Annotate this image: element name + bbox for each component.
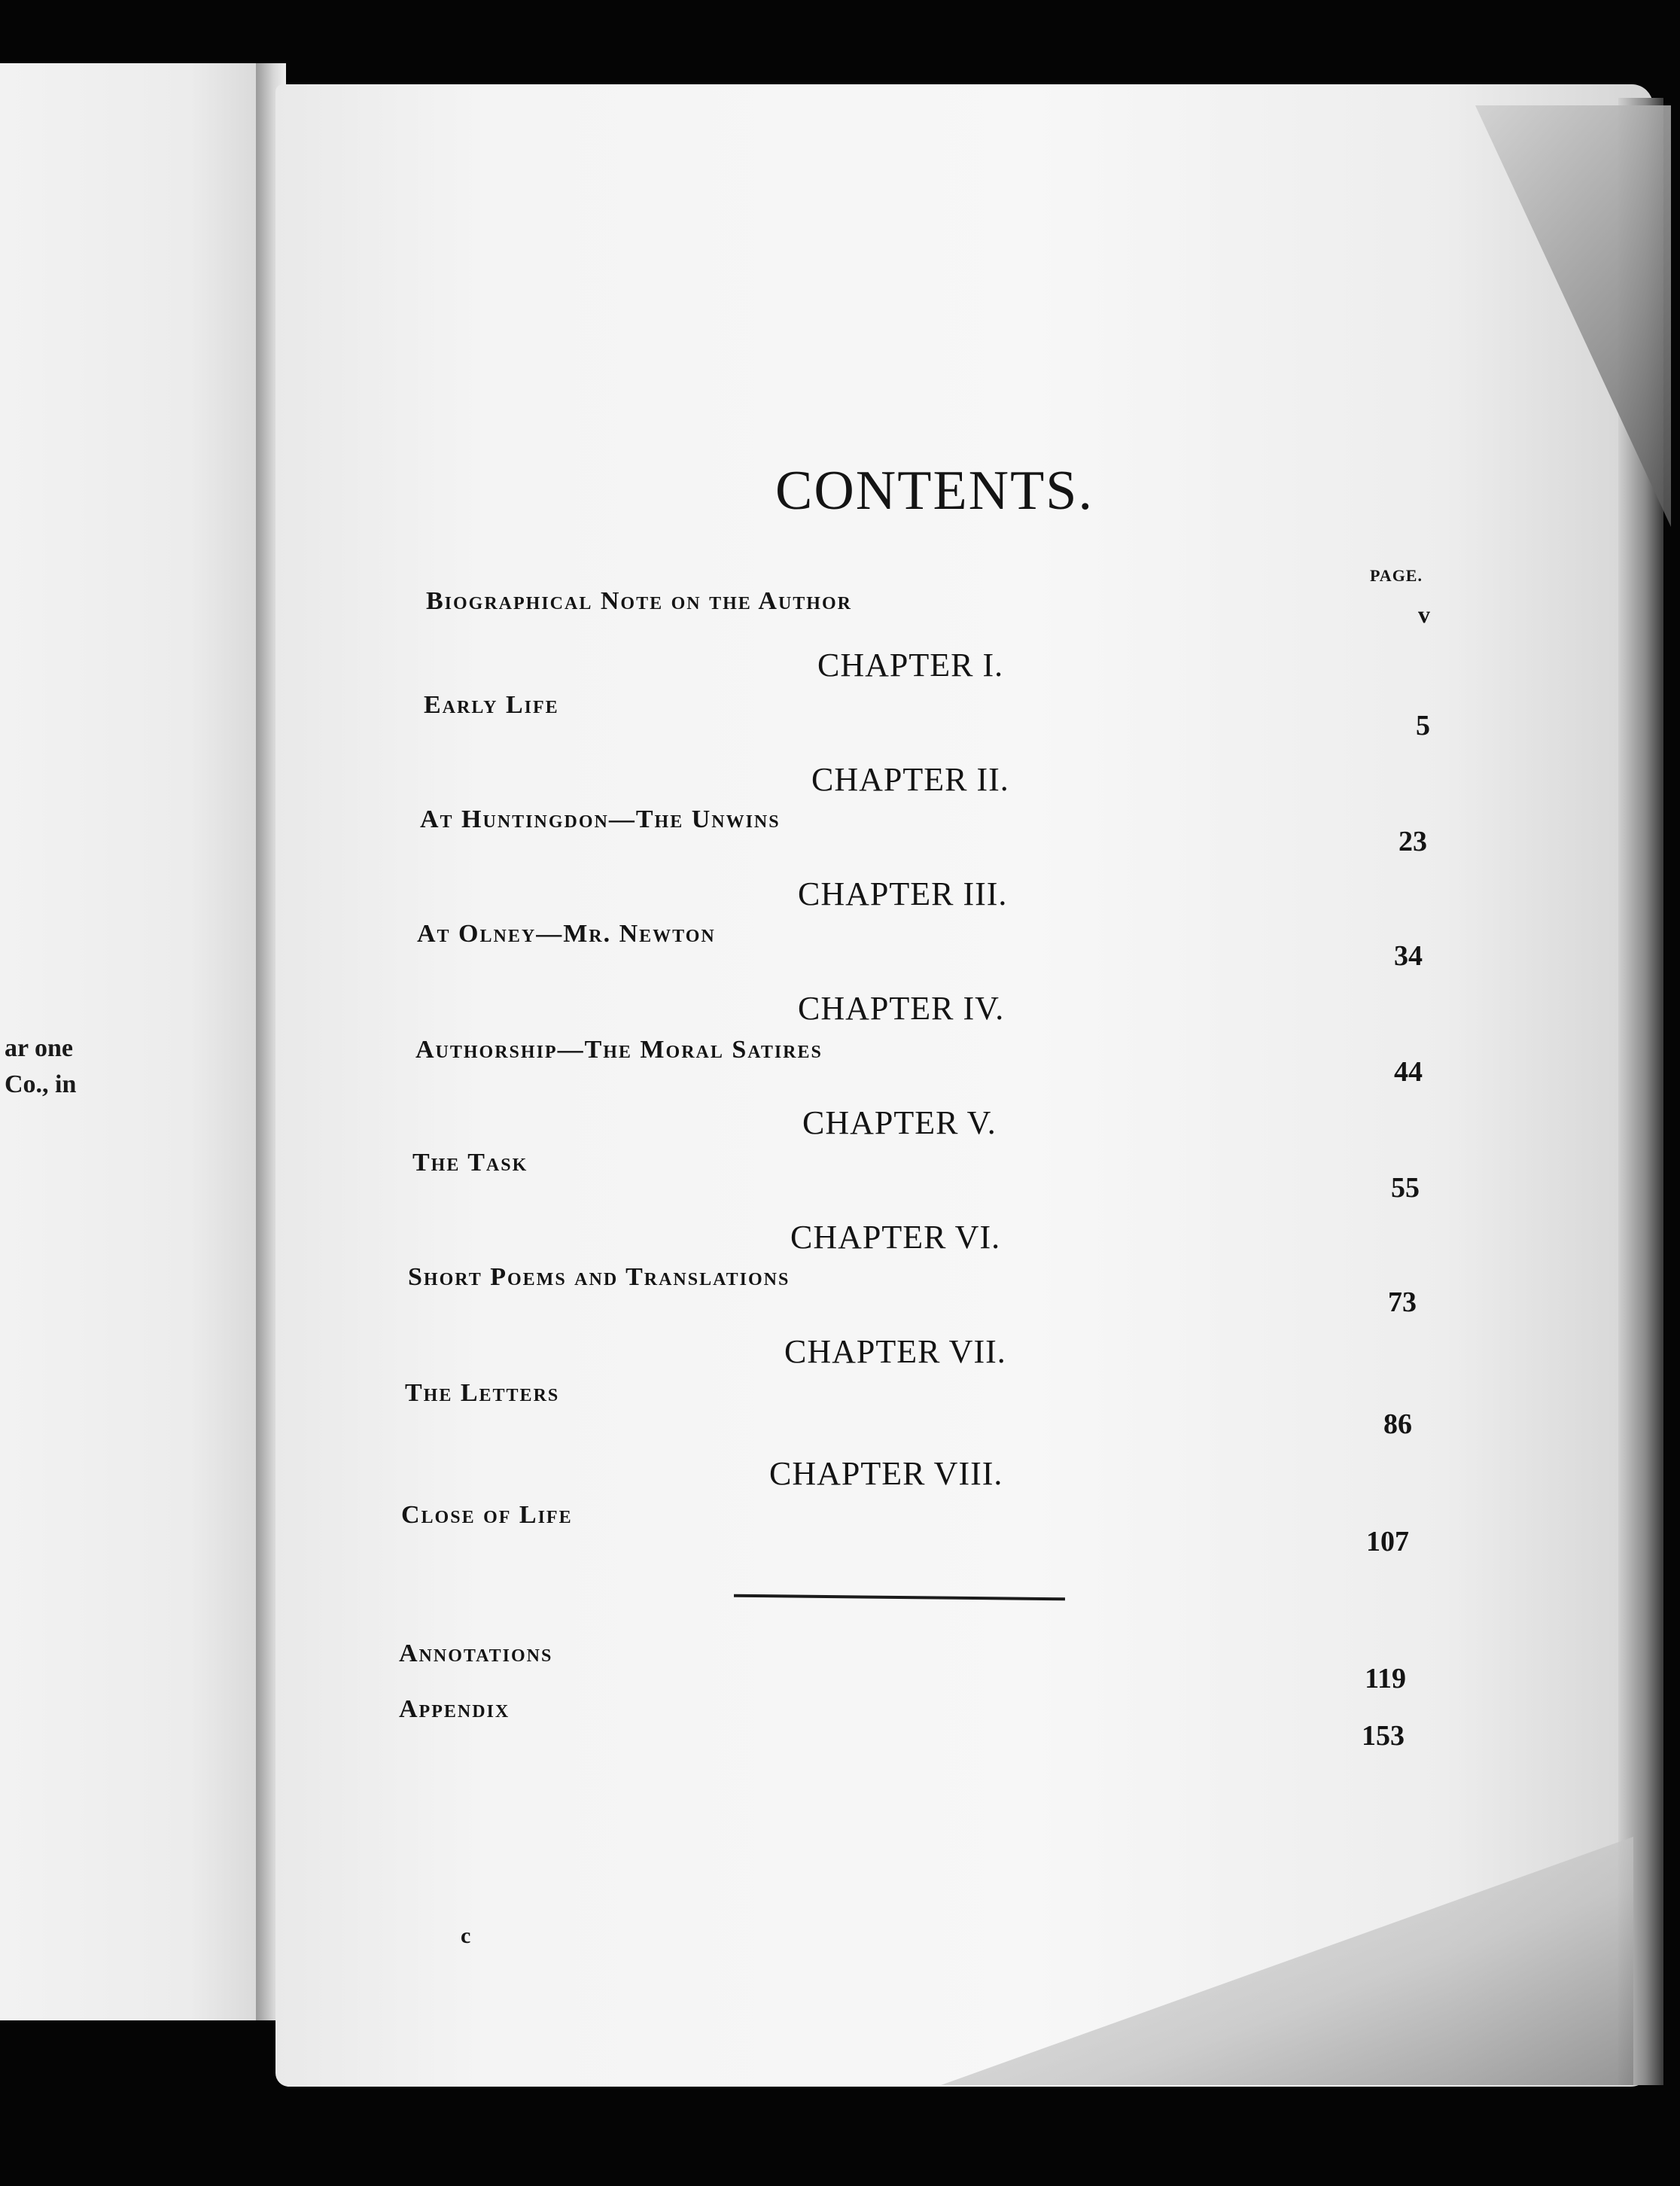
toc-entry-chapter-4: Authorship—The Moral Satires <box>415 1036 823 1064</box>
dot-leader <box>997 1072 1336 1075</box>
dot-leader <box>839 953 1336 956</box>
dot-leader <box>994 1302 1332 1305</box>
chapter-heading: CHAPTER II. <box>811 761 1009 798</box>
dot-leader <box>670 1421 1332 1424</box>
chapter-heading: CHAPTER III. <box>798 875 1008 912</box>
contents-title: CONTENTS. <box>775 460 1094 522</box>
toc-page-chapter-7: 86 <box>1383 1408 1412 1440</box>
toc-page-chapter-2: 23 <box>1398 826 1427 857</box>
dot-leader <box>689 720 1344 723</box>
dot-leader <box>1084 608 1332 611</box>
toc-page-chapter-5: 55 <box>1391 1172 1420 1204</box>
toc-entry-chapter-7: The Letters <box>405 1379 560 1407</box>
toc-entry-chapter-6: Short Poems and Translations <box>408 1263 790 1291</box>
toc-entry-chapter-8: Close of Life <box>401 1501 573 1529</box>
left-page <box>0 63 271 2020</box>
toc-entry-appendix: Appendix <box>399 1695 510 1723</box>
toc-page-front-matter: v <box>1418 601 1430 628</box>
dot-leader <box>602 1185 1332 1188</box>
chapter-heading: CHAPTER I. <box>817 647 1004 684</box>
toc-page-annotations: 119 <box>1365 1663 1406 1694</box>
toc-entry-front-matter: Biographical Note on the Author <box>426 587 852 615</box>
toc-page-chapter-8: 107 <box>1366 1526 1409 1557</box>
left-page-fragment: ar one <box>5 1034 73 1062</box>
dot-leader <box>668 1543 1331 1546</box>
toc-entry-chapter-5: The Task <box>412 1149 528 1177</box>
toc-page-chapter-3: 34 <box>1394 940 1423 972</box>
right-page <box>275 84 1653 2087</box>
dot-leader <box>586 1724 1331 1727</box>
toc-entry-chapter-3: At Olney—Mr. Newton <box>417 920 716 948</box>
chapter-heading: CHAPTER IV. <box>798 990 1005 1027</box>
toc-page-chapter-6: 73 <box>1388 1286 1417 1318</box>
toc-entry-chapter-2: At Huntingdon—The Unwins <box>420 805 781 833</box>
toc-entry-annotations: Annotations <box>399 1640 553 1667</box>
toc-page-chapter-4: 44 <box>1394 1056 1423 1088</box>
page-column-heading: PAGE. <box>1370 566 1423 585</box>
toc-entry-chapter-1: Early Life <box>424 691 559 719</box>
dot-leader <box>666 1662 1328 1665</box>
left-page-fragment: Co., in <box>5 1070 77 1098</box>
toc-page-appendix: 153 <box>1362 1720 1405 1752</box>
signature-mark: c <box>461 1923 471 1948</box>
chapter-heading: CHAPTER VIII. <box>769 1455 1003 1492</box>
chapter-heading: CHAPTER VII. <box>784 1333 1006 1370</box>
dot-leader <box>926 837 1332 840</box>
chapter-heading: CHAPTER V. <box>802 1104 997 1141</box>
toc-page-chapter-1: 5 <box>1416 710 1430 741</box>
chapter-heading: CHAPTER VI. <box>790 1219 1001 1256</box>
